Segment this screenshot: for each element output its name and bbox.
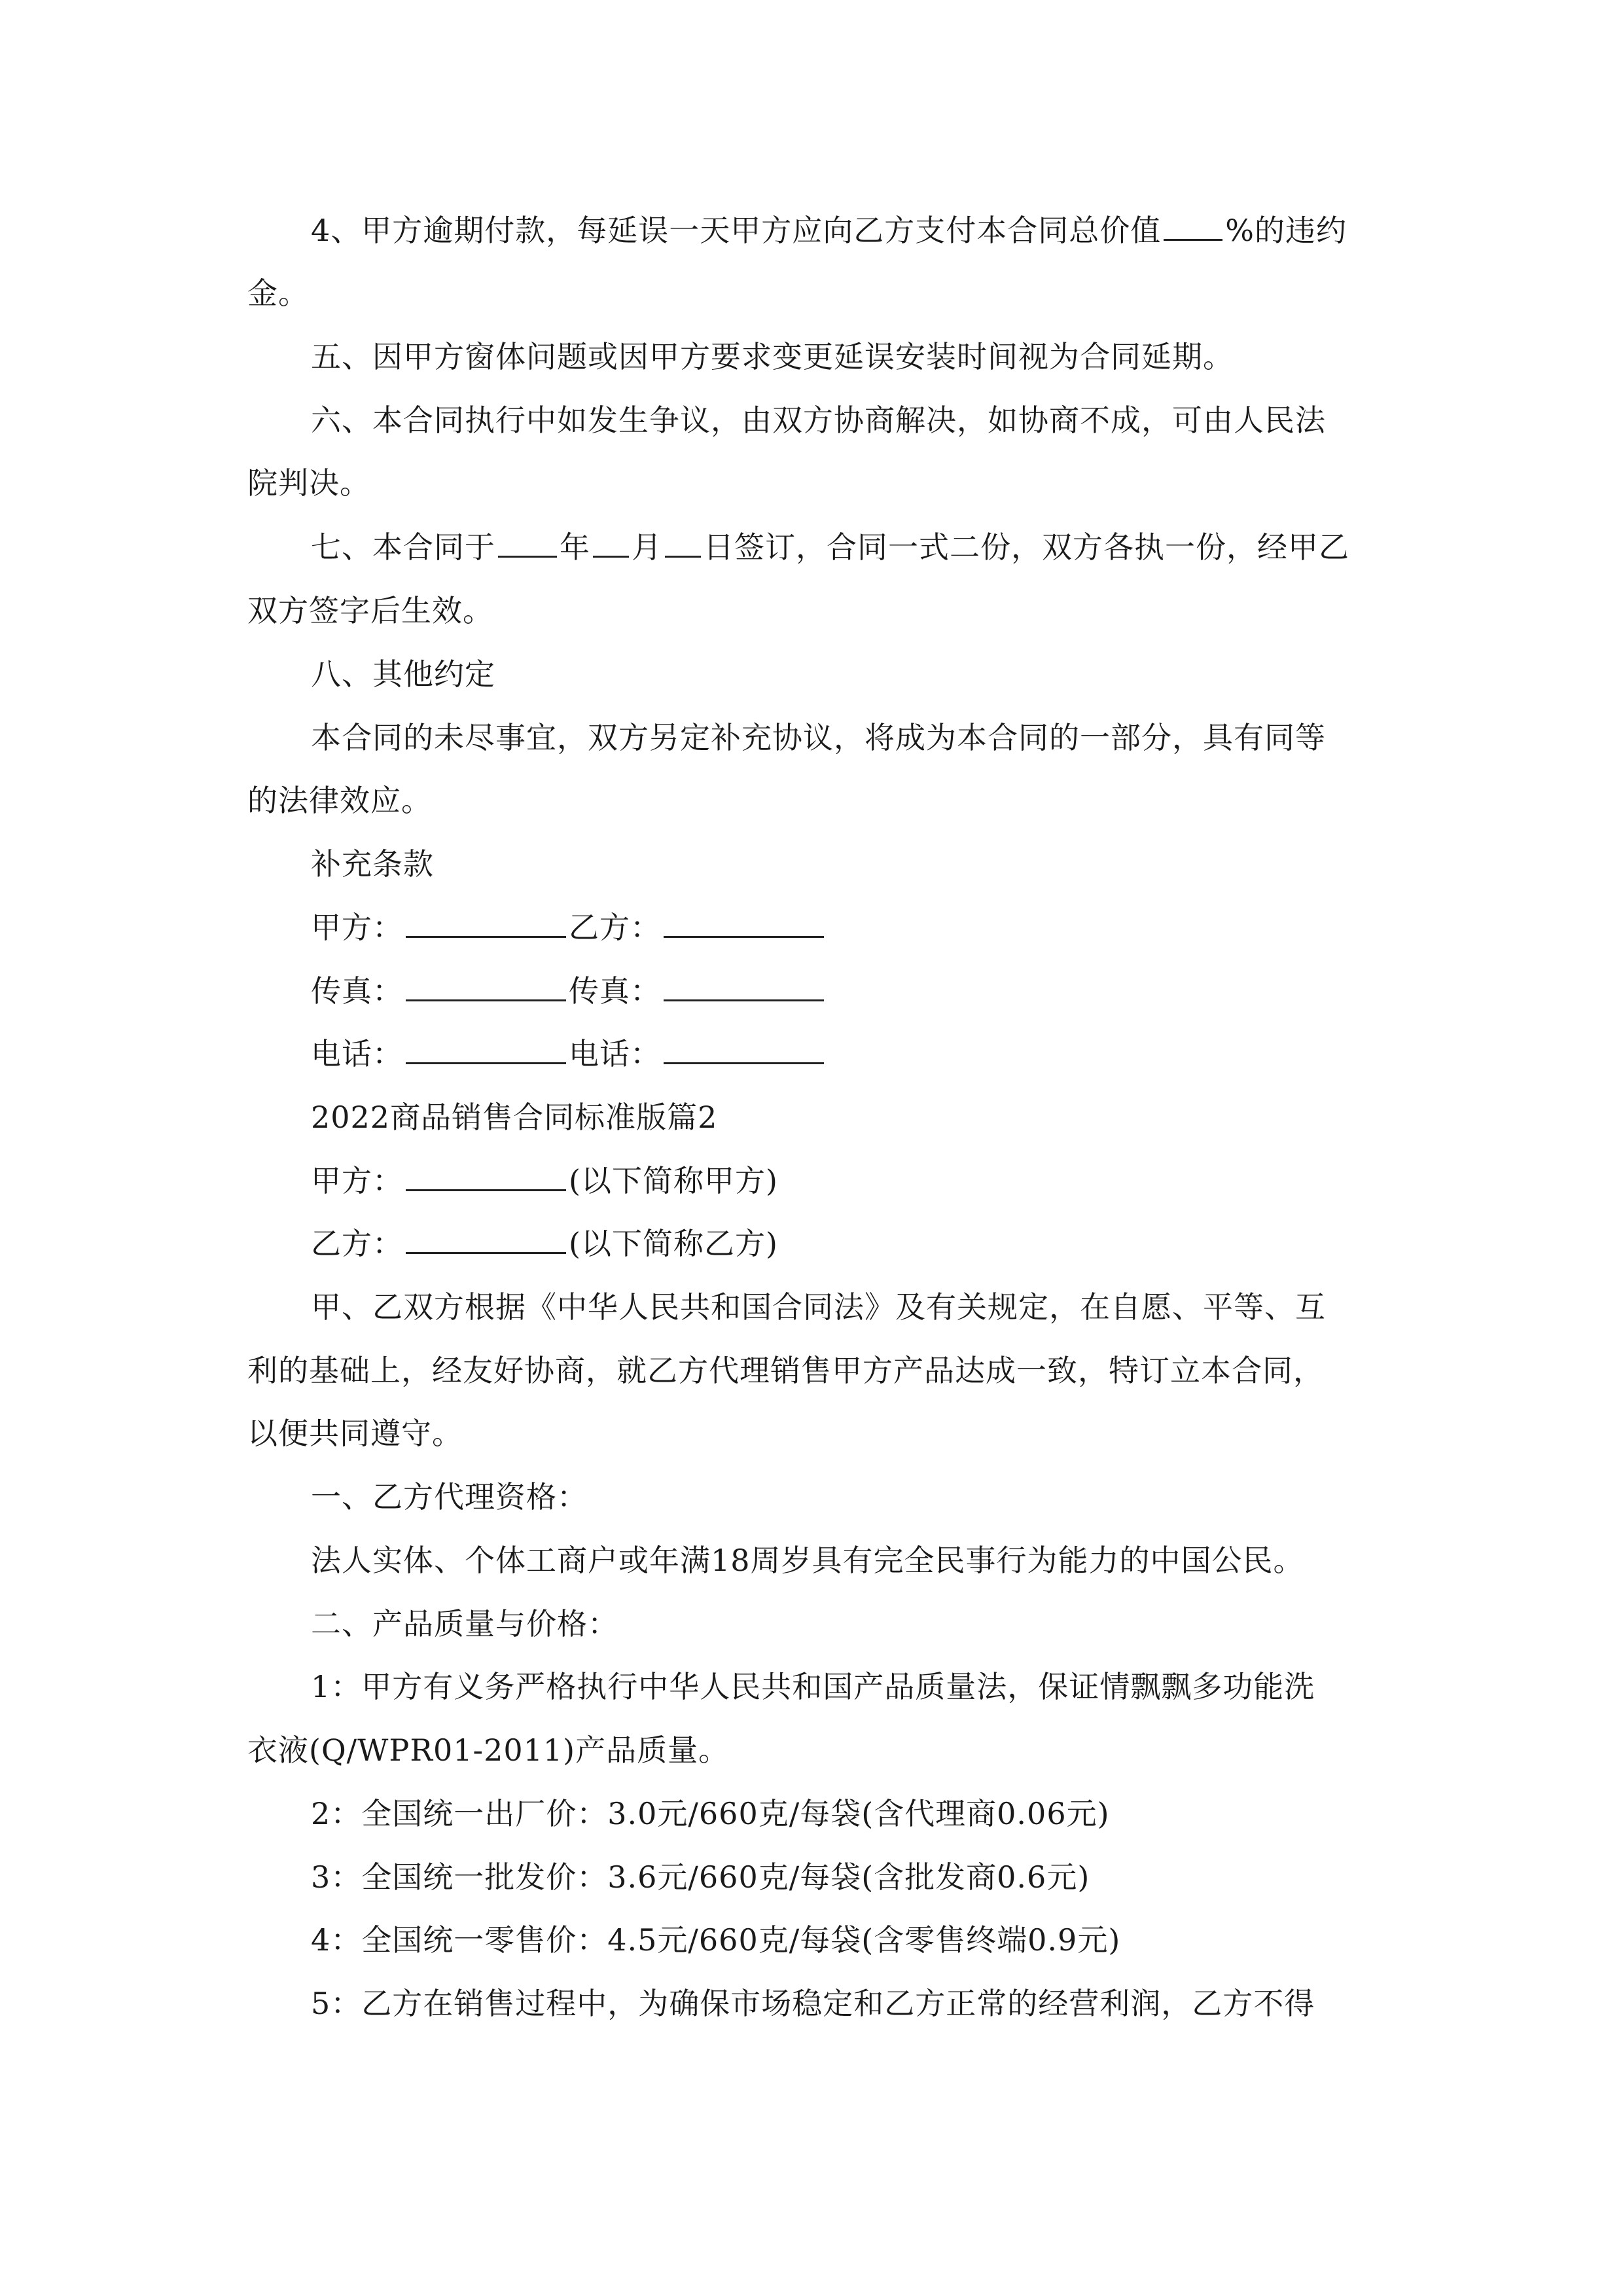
- line-text: 衣液(Q/WPR01-2011)产品质量。: [247, 1732, 730, 1768]
- line-text: 一、乙方代理资格：: [311, 1479, 588, 1515]
- party-suffix: (以下简称甲方): [569, 1163, 778, 1198]
- line-text: %的违约: [1225, 213, 1347, 248]
- paragraph-line: [247, 1344, 1399, 1397]
- fill-blank: [1164, 209, 1222, 241]
- field-label: 电话：: [311, 1036, 403, 1071]
- line-text: 七、本合同于: [311, 529, 495, 565]
- line-text: 1：甲方有义务严格执行中华人民共和国产品质量法，保证情飘飘多功能洗: [311, 1669, 1315, 1704]
- fill-blank: [593, 526, 629, 558]
- line-text: 3：全国统一批发价：3.6元/660克/每袋(含批发商0.6元): [311, 1859, 1090, 1895]
- party-blank: [406, 1159, 566, 1191]
- field-label: 甲方：: [311, 910, 403, 945]
- signature-row: [311, 901, 1463, 954]
- line-text: 二、产品质量与价格：: [311, 1606, 618, 1641]
- line-text: 院判决。: [247, 465, 370, 501]
- line-text: 补充条款: [311, 846, 434, 882]
- signature-blank: [406, 906, 566, 938]
- signature-blank: [406, 1032, 566, 1064]
- paragraph-line: [311, 1281, 1463, 1333]
- signature-blank: [664, 906, 824, 938]
- signature-row: [311, 965, 1463, 1017]
- line-text: 五、因甲方窗体问题或因甲方要求变更延误安装时间视为合同延期。: [311, 339, 1234, 374]
- paragraph-line: [247, 584, 1399, 637]
- party-suffix: (以下简称乙方): [569, 1226, 778, 1261]
- line-text: 日签订，合同一式二份，双方各执一份，经甲乙: [704, 529, 1349, 565]
- line-text: 5：乙方在销售过程中，为确保市场稳定和乙方正常的经营利润，乙方不得: [311, 1986, 1315, 2021]
- line-text: 甲、乙双方根据《中华人民共和国合同法》及有关规定，在自愿、平等、互: [311, 1289, 1326, 1325]
- party-row: [311, 1217, 1463, 1270]
- paragraph-line: [311, 1851, 1463, 1903]
- field-label: 乙方：: [569, 910, 661, 945]
- paragraph-line: [311, 711, 1463, 764]
- paragraph-line: [311, 394, 1463, 446]
- section-title: [311, 1091, 1463, 1143]
- paragraph-line: [247, 774, 1399, 827]
- paragraph-line: [311, 838, 1463, 890]
- paragraph-line: [247, 1407, 1399, 1460]
- line-text: 本合同的未尽事宜，双方另定补充协议，将成为本合同的一部分，具有同等: [311, 720, 1326, 755]
- line-text: 法人实体、个体工商户或年满18周岁具有完全民事行为能力的中国公民。: [311, 1543, 1304, 1578]
- fill-blank: [498, 526, 557, 558]
- signature-blank: [664, 969, 824, 1001]
- line-text: 利的基础上，经友好协商，就乙方代理销售甲方产品达成一致，特订立本合同，: [247, 1353, 1324, 1388]
- paragraph-line: [311, 648, 1463, 700]
- field-label: 传真：: [311, 973, 403, 1009]
- paragraph-line: [311, 521, 1463, 573]
- line-text: 的法律效应。: [247, 783, 432, 818]
- line-text: 以便共同遵守。: [247, 1416, 463, 1451]
- party-row: [311, 1155, 1463, 1207]
- paragraph-line: [311, 1660, 1463, 1713]
- line-text: 4：全国统一零售价：4.5元/660克/每袋(含零售终端0.9元): [311, 1922, 1121, 1958]
- paragraph-line: [311, 1598, 1463, 1650]
- paragraph-line: [311, 331, 1463, 383]
- paragraph-line: [311, 1471, 1463, 1523]
- line-text: 双方签字后生效。: [247, 593, 493, 628]
- line-text: 2：全国统一出厂价：3.0元/660克/每袋(含代理商0.06元): [311, 1796, 1110, 1831]
- line-text: 4、甲方逾期付款，每延误一天甲方应向乙方支付本合同总价值: [311, 213, 1162, 248]
- field-label: 甲方：: [311, 1163, 403, 1198]
- paragraph-line: [247, 1724, 1399, 1776]
- section-title-text: 2022商品销售合同标准版篇2: [311, 1100, 718, 1135]
- field-label: 乙方：: [311, 1226, 403, 1261]
- line-text: 月: [632, 529, 662, 565]
- line-text: 八、其他约定: [311, 656, 495, 692]
- paragraph-line: [247, 457, 1399, 509]
- line-text: 六、本合同执行中如发生争议，由双方协商解决，如协商不成，可由人民法: [311, 403, 1326, 438]
- line-text: 金。: [247, 276, 309, 311]
- paragraph-line: [311, 1787, 1463, 1840]
- signature-row: [311, 1028, 1463, 1080]
- fill-blank: [665, 526, 701, 558]
- field-label: 电话：: [569, 1036, 661, 1071]
- field-label: 传真：: [569, 973, 661, 1009]
- paragraph-line: [311, 1977, 1463, 2030]
- paragraph-line: [247, 267, 1399, 319]
- line-text: 年: [560, 529, 590, 565]
- paragraph-line: [311, 1914, 1463, 1966]
- signature-blank: [664, 1032, 824, 1064]
- signature-blank: [406, 969, 566, 1001]
- paragraph-line: [311, 1534, 1463, 1587]
- paragraph-line: [311, 204, 1463, 257]
- party-blank: [406, 1222, 566, 1254]
